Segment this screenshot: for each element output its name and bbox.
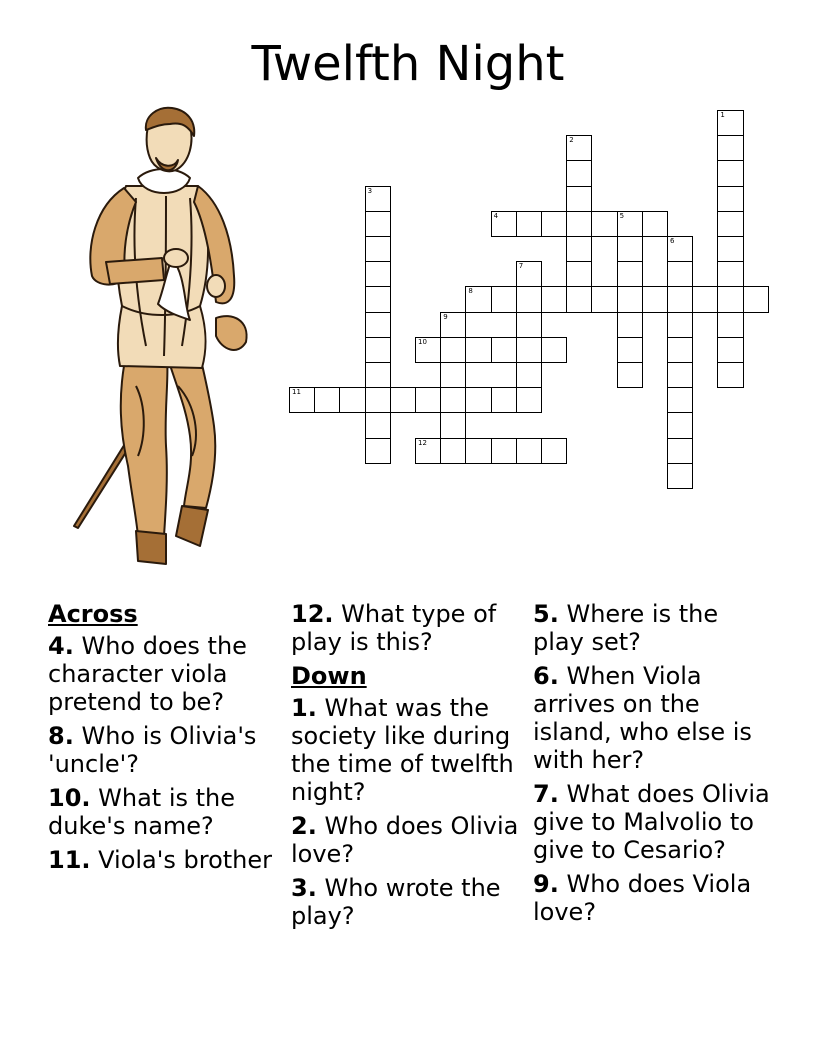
clue-number: 2 <box>569 136 574 145</box>
grid-cell[interactable] <box>717 135 743 161</box>
grid-cell[interactable] <box>491 211 517 237</box>
grid-cell[interactable] <box>717 362 743 388</box>
clue-number: 12 <box>418 438 427 447</box>
grid-cell[interactable] <box>667 337 693 363</box>
grid-cell[interactable] <box>440 337 466 363</box>
clue-across-10: 10. What is the duke's name? <box>48 784 236 840</box>
grid-cell[interactable] <box>516 438 542 464</box>
grid-cell[interactable] <box>516 362 542 388</box>
grid-cell[interactable] <box>667 463 693 489</box>
grid-cell[interactable] <box>617 236 643 262</box>
grid-cell[interactable] <box>365 337 391 363</box>
grid-cell[interactable] <box>617 312 643 338</box>
clue-number: 5 <box>619 211 625 220</box>
grid-cell[interactable] <box>541 337 567 363</box>
grid-cell[interactable] <box>717 110 743 136</box>
grid-cell[interactable] <box>365 211 391 237</box>
grid-cell[interactable] <box>617 286 643 312</box>
clues-column-2 <box>291 600 526 936</box>
grid-cell[interactable] <box>365 312 391 338</box>
down-header: Down <box>291 662 367 690</box>
clue-number: 11 <box>292 388 301 397</box>
grid-cell[interactable] <box>440 362 466 388</box>
grid-cell[interactable] <box>743 286 769 312</box>
clue-down-1: 1. What was the society like during the time of twelfth night? <box>291 694 514 806</box>
grid-cell[interactable] <box>415 387 441 413</box>
grid-cell[interactable] <box>617 337 643 363</box>
grid-cell[interactable] <box>692 286 718 312</box>
clue-down-7: 7. What does Olivia give to Malvolio to give to Cesario? <box>533 780 770 864</box>
clue-down-6: 6. When Viola arrives on the island, who else is with her? <box>533 662 752 774</box>
grid-cell[interactable] <box>667 438 693 464</box>
grid-cell[interactable] <box>365 362 391 388</box>
grid-cell[interactable] <box>717 286 743 312</box>
across-header: Across <box>48 600 138 628</box>
grid-cell[interactable] <box>667 236 693 262</box>
grid-cell[interactable] <box>667 362 693 388</box>
grid-cell[interactable] <box>365 261 391 287</box>
clue-number: 1 <box>720 111 725 119</box>
grid-cell[interactable] <box>717 160 743 186</box>
grid-cell[interactable] <box>717 261 743 287</box>
clue-down-3: 3. Who wrote the play? <box>291 874 501 930</box>
grid-cell[interactable] <box>591 211 617 237</box>
clue-across-4: 4. Who does the character viola pretend to be? <box>48 632 247 716</box>
grid-cell[interactable] <box>465 286 491 312</box>
grid-cell[interactable] <box>491 387 517 413</box>
grid-cell[interactable] <box>440 312 466 338</box>
grid-cell[interactable] <box>314 387 340 413</box>
clue-number: 6 <box>670 237 675 245</box>
grid-cell[interactable] <box>289 387 315 413</box>
grid-cell[interactable] <box>591 286 617 312</box>
grid-cell[interactable] <box>541 211 567 237</box>
grid-cell[interactable] <box>566 286 592 312</box>
clue-down-2: 2. Who does Olivia love? <box>291 812 519 868</box>
puzzle-title: Twelfth Night <box>251 36 565 92</box>
grid-cell[interactable] <box>566 135 592 161</box>
clue-number: 9 <box>443 312 448 321</box>
grid-cell[interactable] <box>465 387 491 413</box>
grid-cell[interactable] <box>390 387 416 413</box>
grid-cell[interactable] <box>516 261 542 287</box>
grid-cell[interactable] <box>516 312 542 338</box>
grid-cell[interactable] <box>717 236 743 262</box>
grid-cell[interactable] <box>667 412 693 438</box>
grid-cell[interactable] <box>365 438 391 464</box>
grid-cell[interactable] <box>365 236 391 262</box>
grid-cell[interactable] <box>491 286 517 312</box>
grid-cell[interactable] <box>566 236 592 262</box>
grid-cell[interactable] <box>642 211 668 237</box>
grid-cell[interactable] <box>365 186 391 212</box>
grid-cell[interactable] <box>491 337 517 363</box>
grid-cell[interactable] <box>365 286 391 312</box>
grid-cell[interactable] <box>465 337 491 363</box>
grid-cell[interactable] <box>717 337 743 363</box>
clues-column-3 <box>533 600 773 932</box>
grid-cell[interactable] <box>440 387 466 413</box>
grid-cell[interactable] <box>617 211 643 237</box>
grid-cell[interactable] <box>667 312 693 338</box>
clue-across-8: 8. Who is Olivia's 'uncle'? <box>48 722 257 778</box>
grid-cell[interactable] <box>667 387 693 413</box>
grid-cell[interactable] <box>516 387 542 413</box>
clue-across-11: 11. Viola's brother <box>48 846 273 874</box>
grid-cell[interactable] <box>541 286 567 312</box>
grid-cell[interactable] <box>717 186 743 212</box>
grid-cell[interactable] <box>566 160 592 186</box>
grid-cell[interactable] <box>440 412 466 438</box>
grid-cell[interactable] <box>516 286 542 312</box>
grid-cell[interactable] <box>566 211 592 237</box>
clues-column-1 <box>48 600 283 880</box>
clue-across-12: 12. What type of play is this? <box>291 600 497 656</box>
clue-number: 4 <box>493 211 499 220</box>
grid-cell[interactable] <box>717 211 743 237</box>
grid-cell[interactable] <box>415 337 441 363</box>
grid-cell[interactable] <box>465 438 491 464</box>
grid-cell[interactable] <box>516 337 542 363</box>
grid-cell[interactable] <box>541 438 567 464</box>
grid-cell[interactable] <box>415 438 441 464</box>
clue-number: 3 <box>367 186 373 195</box>
grid-cell[interactable] <box>566 261 592 287</box>
grid-cell[interactable] <box>642 286 668 312</box>
grid-cell[interactable] <box>516 211 542 237</box>
grid-cell[interactable] <box>667 261 693 287</box>
grid-cell[interactable] <box>440 438 466 464</box>
grid-cell[interactable] <box>617 261 643 287</box>
clue-number: 10 <box>418 337 427 346</box>
clue-down-9: 9. Who does Viola love? <box>533 870 752 926</box>
clue-down-5: 5. Where is the play set? <box>533 600 719 656</box>
grid-cell[interactable] <box>717 312 743 338</box>
clue-number: 7 <box>518 262 524 271</box>
grid-cell[interactable] <box>566 186 592 212</box>
grid-cell[interactable] <box>667 286 693 312</box>
clue-number: 8 <box>468 287 473 296</box>
grid-cell[interactable] <box>339 387 365 413</box>
grid-cell[interactable] <box>365 412 391 438</box>
grid-cell[interactable] <box>491 438 517 464</box>
grid-cell[interactable] <box>617 362 643 388</box>
grid-cell[interactable] <box>365 387 391 413</box>
